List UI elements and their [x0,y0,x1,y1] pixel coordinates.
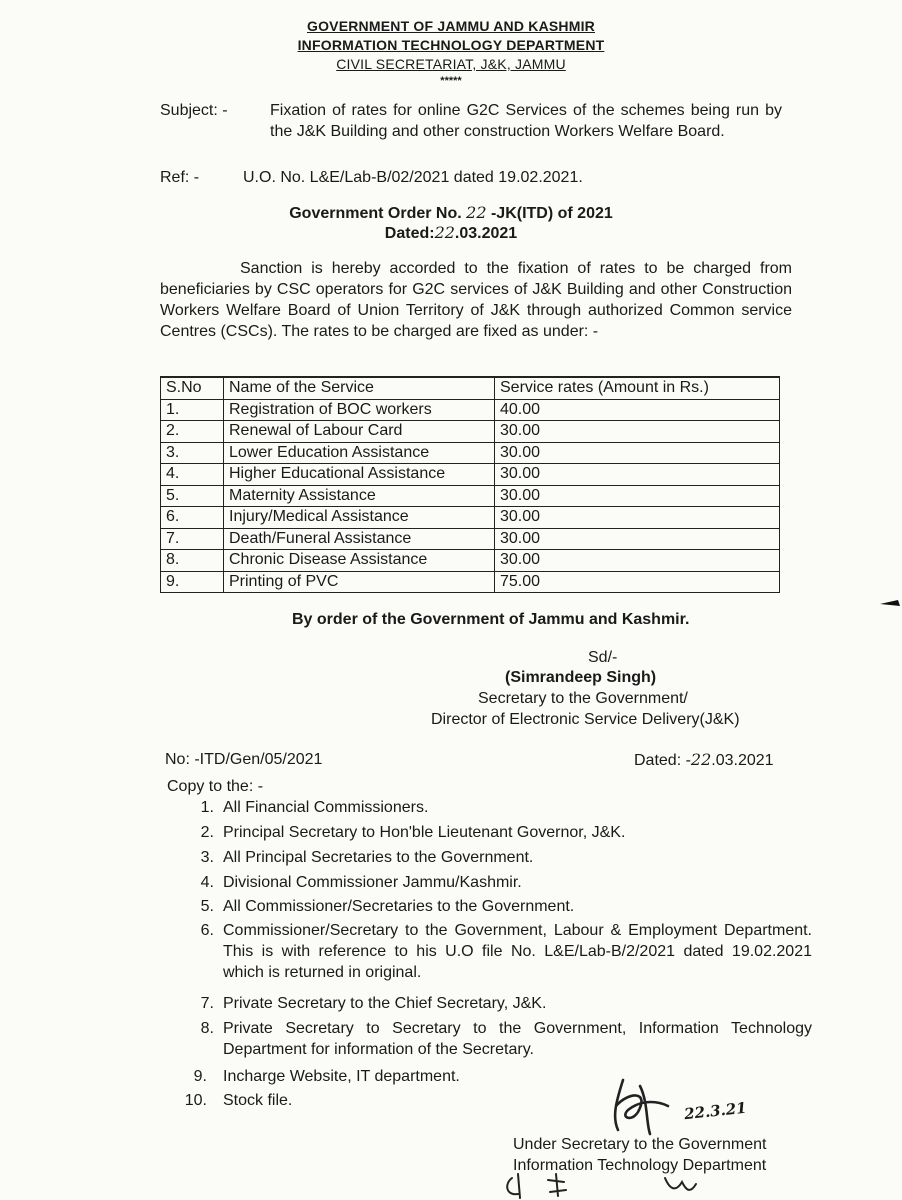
row-rate: 30.00 [495,421,780,443]
row-sno: 1. [161,399,224,421]
rates-table [160,376,780,593]
table-row [161,399,780,421]
row-sno: 9. [161,571,224,593]
row-service-name: Chronic Disease Assistance [224,550,495,572]
row-service-name: Injury/Medical Assistance [224,507,495,529]
file-date-handwritten: 22 [690,750,712,769]
row-service-name: Higher Educational Assistance [224,464,495,486]
signatory-designation1: Secretary to the Government/ [478,690,688,707]
table-row [161,464,780,486]
row-sno: 5. [161,485,224,507]
ref-label: Ref: - [160,169,200,186]
row-service-name: Registration of BOC workers [224,399,495,421]
row-rate: 40.00 [495,399,780,421]
file-dated: Dated: -22.03.2021 [634,750,774,769]
table-row [161,485,780,507]
subject-label: Subject: - [160,102,228,119]
row-service-name: Maternity Assistance [224,485,495,507]
row-rate: 30.00 [495,485,780,507]
col-header-rate: Service rates (Amount in Rs.) [495,377,780,399]
col-header-sno: S.No [161,377,224,399]
dept-header-line3: CIVIL SECRETARIAT, J&K, JAMMU [336,56,566,72]
dept-header-line1: GOVERNMENT OF JAMMU AND KASHMIR [306,18,595,34]
margin-mark [878,596,902,612]
row-rate: 30.00 [495,507,780,529]
sd-mark: Sd/- [588,649,618,666]
subject-text: Fixation of rates for online G2C Services of the schemes being run by the J&K Building and other construction Workers Welfare Board. [270,102,782,140]
table-row [161,442,780,464]
file-number: No: -ITD/Gen/05/2021 [165,751,323,768]
row-sno: 7. [161,528,224,550]
by-order-line: By order of the Government of Jammu and Kashmir. [292,611,690,628]
bottom-initials-scribble [500,1170,720,1200]
row-rate: 30.00 [495,442,780,464]
order-number-handwritten: 22 [466,203,487,222]
table-row [161,571,780,593]
row-service-name: Lower Education Assistance [224,442,495,464]
table-row [161,528,780,550]
order-dated: Dated:22.03.2021 [384,223,518,242]
row-rate: 75.00 [495,571,780,593]
copy-to-label: Copy to the: - [167,778,264,795]
row-rate: 30.00 [495,528,780,550]
row-sno: 8. [161,550,224,572]
col-header-service: Name of the Service [224,377,495,399]
row-sno: 6. [161,507,224,529]
under-secretary-line1: Under Secretary to the Government [513,1136,767,1153]
row-service-name: Printing of PVC [224,571,495,593]
row-sno: 3. [161,442,224,464]
row-sno: 2. [161,421,224,443]
under-secretary-line2: Information Technology Department [513,1157,767,1174]
signatory-designation2: Director of Electronic Service Delivery(J&K) [431,711,740,728]
header-stars: ***** [440,75,462,87]
sanction-paragraph: Sanction is hereby accorded to the fixation of rates to be charged from beneficiaries by CSC operators for G2C services of J&K Building and other Construction Workers Welfare Board of Union Territory of J&K through authorized Common service Centres (CSCs). The rates to be charged are fixed as under: - [160,260,792,340]
row-rate: 30.00 [495,550,780,572]
row-rate: 30.00 [495,464,780,486]
row-service-name: Renewal of Labour Card [224,421,495,443]
signature-date-handwritten: 22.3.21 [683,1098,748,1124]
table-row [161,507,780,529]
order-title: Government Order No. 22 -JK(ITD) of 2021 [289,203,613,222]
row-service-name: Death/Funeral Assistance [224,528,495,550]
order-date-handwritten: 22 [434,223,455,242]
ref-text: U.O. No. L&E/Lab-B/02/2021 dated 19.02.2021. [243,169,583,186]
signatory-name: (Simrandeep Singh) [505,669,657,686]
row-sno: 4. [161,464,224,486]
dept-header-line2: INFORMATION TECHNOLOGY DEPARTMENT [297,37,605,53]
table-row [161,421,780,443]
table-header-row [161,377,780,399]
table-row [161,550,780,572]
